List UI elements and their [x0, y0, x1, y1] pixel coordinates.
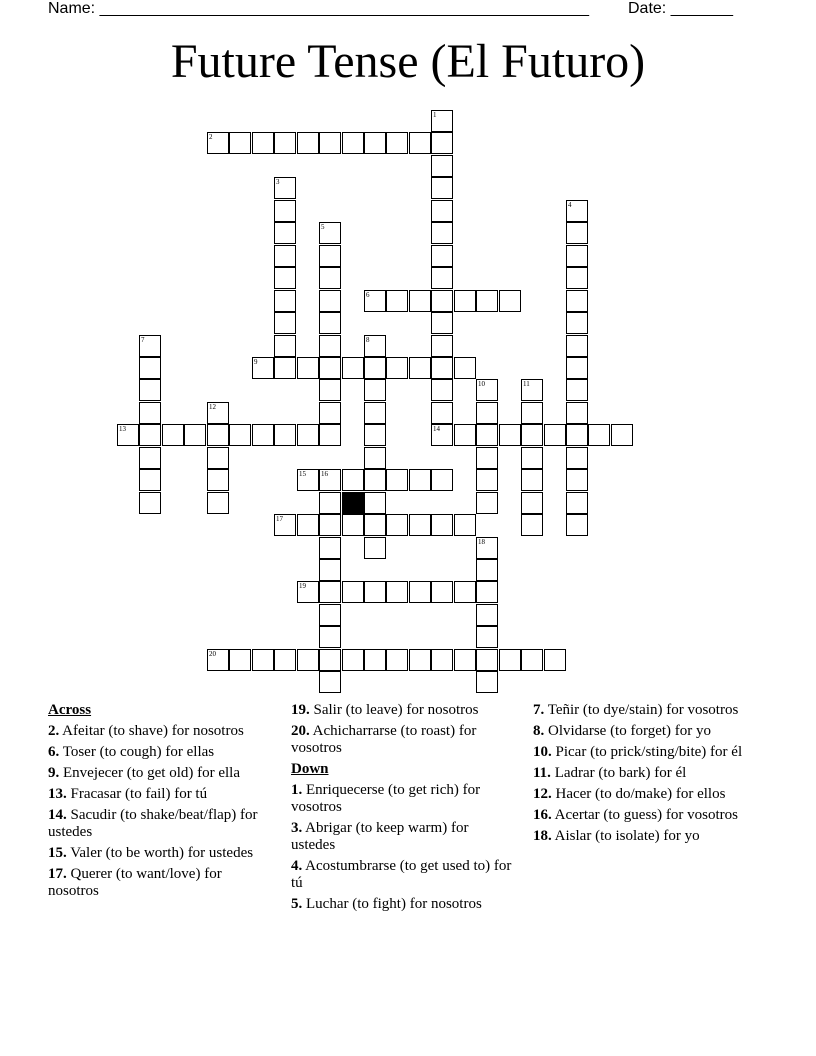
grid-cell[interactable] [207, 424, 229, 446]
grid-cell[interactable] [342, 649, 364, 671]
grid-cell[interactable] [364, 379, 386, 401]
clue-number: 14 [433, 425, 440, 433]
clues-column-2 [291, 702, 516, 917]
grid-cell[interactable] [162, 424, 184, 446]
clue-number: 18 [478, 538, 485, 546]
grid-cell[interactable] [566, 200, 588, 222]
grid-cell[interactable] [521, 379, 543, 401]
clue-number: 16. [533, 807, 552, 823]
grid-cell[interactable] [319, 357, 341, 379]
grid-cell[interactable] [499, 424, 521, 446]
black-cell [342, 492, 364, 514]
grid-cell[interactable] [229, 132, 251, 154]
grid-cell[interactable] [274, 200, 296, 222]
grid-cell[interactable] [297, 132, 319, 154]
grid-cell[interactable] [521, 469, 543, 491]
grid-cell[interactable] [297, 357, 319, 379]
grid-cell[interactable] [431, 649, 453, 671]
clue-text: Salir (to leave) for nosotros [309, 702, 479, 718]
grid-cell[interactable] [207, 492, 229, 514]
grid-cell[interactable] [274, 335, 296, 357]
grid-cell[interactable] [364, 492, 386, 514]
clue-item [48, 765, 273, 782]
down-heading: Down [291, 761, 329, 777]
grid-cell[interactable] [566, 447, 588, 469]
grid-cell[interactable] [431, 424, 453, 446]
clue-number: 7 [141, 336, 145, 344]
clue-item [533, 723, 758, 740]
clue-number: 8 [366, 336, 370, 344]
across-heading: Across [48, 702, 92, 718]
clues-column-3 [533, 702, 758, 849]
grid-cell[interactable] [476, 537, 498, 559]
grid-cell[interactable] [364, 581, 386, 603]
grid-cell[interactable] [252, 357, 274, 379]
grid-cell[interactable] [454, 290, 476, 312]
grid-cell[interactable] [364, 335, 386, 357]
clue-item [48, 845, 273, 862]
grid-cell[interactable] [566, 402, 588, 424]
grid-cell[interactable] [319, 649, 341, 671]
grid-cell[interactable] [476, 649, 498, 671]
grid-cell[interactable] [139, 335, 161, 357]
grid-cell[interactable] [454, 514, 476, 536]
grid-cell[interactable] [476, 671, 498, 693]
clue-item [291, 723, 516, 757]
grid-cell[interactable] [274, 514, 296, 536]
clue-number: 2. [48, 723, 60, 739]
grid-cell[interactable] [431, 335, 453, 357]
clue-item [533, 765, 758, 782]
clue-number: 6. [48, 744, 60, 760]
grid-cell[interactable] [297, 514, 319, 536]
grid-cell[interactable] [454, 357, 476, 379]
clue-text: Picar (to prick/sting/bite) for él [551, 744, 743, 760]
grid-cell[interactable] [566, 335, 588, 357]
clue-text: Sacudir (to shake/beat/flap) for ustedes [48, 807, 258, 840]
grid-cell[interactable] [139, 492, 161, 514]
clue-text: Abrigar (to keep warm) for ustedes [291, 820, 469, 853]
clue-text: Olvidarse (to forget) for yo [544, 723, 712, 739]
clue-text: Aislar (to isolate) for yo [551, 828, 700, 844]
grid-cell[interactable] [319, 290, 341, 312]
grid-cell[interactable] [319, 514, 341, 536]
grid-cell[interactable] [566, 424, 588, 446]
grid-cell[interactable] [521, 649, 543, 671]
grid-cell[interactable] [386, 581, 408, 603]
clue-text: Ladrar (to bark) for él [550, 765, 687, 781]
grid-cell[interactable] [431, 155, 453, 177]
grid-cell[interactable] [252, 424, 274, 446]
clue-item [48, 723, 273, 740]
grid-cell[interactable] [431, 312, 453, 334]
clue-item [48, 807, 273, 841]
grid-cell[interactable] [611, 424, 633, 446]
clue-item [291, 702, 516, 719]
clue-number: 4. [291, 858, 303, 874]
grid-cell[interactable] [139, 379, 161, 401]
grid-cell[interactable] [521, 492, 543, 514]
grid-cell[interactable] [386, 357, 408, 379]
grid-cell[interactable] [431, 110, 453, 132]
grid-cell[interactable] [431, 469, 453, 491]
grid-cell[interactable] [319, 469, 341, 491]
grid-cell[interactable] [319, 132, 341, 154]
across-clue-list-continued [291, 702, 516, 757]
grid-cell[interactable] [476, 424, 498, 446]
clue-number: 15. [48, 845, 67, 861]
grid-cell[interactable] [476, 559, 498, 581]
clue-item [291, 782, 516, 816]
clue-number: 3 [276, 178, 280, 186]
grid-cell[interactable] [476, 402, 498, 424]
grid-cell[interactable] [476, 492, 498, 514]
page-title: Future Tense (El Futuro) [170, 35, 646, 88]
grid-cell[interactable] [207, 402, 229, 424]
grid-cell[interactable] [476, 447, 498, 469]
grid-cell[interactable] [319, 335, 341, 357]
grid-cell[interactable] [431, 514, 453, 536]
clue-item [533, 807, 758, 824]
grid-cell[interactable] [274, 424, 296, 446]
grid-cell[interactable] [319, 222, 341, 244]
grid-cell[interactable] [521, 424, 543, 446]
clue-text: Afeitar (to shave) for nosotros [59, 723, 244, 739]
grid-cell[interactable] [297, 649, 319, 671]
grid-cell[interactable] [319, 379, 341, 401]
grid-cell[interactable] [588, 424, 610, 446]
clue-text: Enriquecerse (to get rich) for vosotros [291, 782, 481, 815]
clues-column-1 [48, 702, 273, 904]
grid-cell[interactable] [274, 132, 296, 154]
clue-number: 12 [209, 403, 216, 411]
grid-cell[interactable] [544, 649, 566, 671]
grid-cell[interactable] [207, 469, 229, 491]
grid-cell[interactable] [566, 312, 588, 334]
clue-number: 6 [366, 291, 370, 299]
clue-number: 18. [533, 828, 552, 844]
clue-number: 16 [321, 470, 328, 478]
clue-item [291, 896, 516, 913]
grid-cell[interactable] [229, 424, 251, 446]
grid-cell[interactable] [409, 581, 431, 603]
grid-cell[interactable] [364, 649, 386, 671]
grid-cell[interactable] [566, 469, 588, 491]
grid-cell[interactable] [364, 514, 386, 536]
grid-cell[interactable] [409, 469, 431, 491]
across-clue-list [48, 723, 273, 900]
clue-text: Fracasar (to fail) for tú [66, 786, 208, 802]
grid-cell[interactable] [454, 424, 476, 446]
clue-text: Luchar (to fight) for nosotros [302, 896, 482, 912]
grid-cell[interactable] [431, 200, 453, 222]
grid-cell[interactable] [454, 649, 476, 671]
grid-cell[interactable] [364, 537, 386, 559]
grid-cell[interactable] [252, 649, 274, 671]
clue-text: Valer (to be worth) for ustedes [66, 845, 254, 861]
clue-item [533, 702, 758, 719]
grid-cell[interactable] [544, 424, 566, 446]
grid-cell[interactable] [431, 581, 453, 603]
clue-text: Querer (to want/love) for nosotros [48, 866, 222, 899]
clue-number: 17. [48, 866, 67, 882]
clue-number: 9. [48, 765, 60, 781]
grid-cell[interactable] [274, 649, 296, 671]
clue-number: 10 [478, 380, 485, 388]
clue-number: 2 [209, 133, 213, 141]
grid-cell[interactable] [566, 245, 588, 267]
clue-text: Teñir (to dye/stain) for vosotros [544, 702, 739, 718]
clue-text: Acostumbrarse (to get used to) for tú [291, 858, 512, 891]
grid-cell[interactable] [319, 312, 341, 334]
clue-number: 3. [291, 820, 303, 836]
grid-cell[interactable] [431, 357, 453, 379]
grid-cell[interactable] [386, 132, 408, 154]
name-field[interactable]: Name: _______________________________________________________ [48, 0, 589, 17]
grid-cell[interactable] [139, 357, 161, 379]
clue-number: 14. [48, 807, 67, 823]
grid-cell[interactable] [476, 604, 498, 626]
grid-cell[interactable] [342, 357, 364, 379]
grid-cell[interactable] [297, 424, 319, 446]
clue-item [48, 786, 273, 803]
clue-number: 17 [276, 515, 283, 523]
clue-number: 1 [433, 111, 437, 119]
grid-cell[interactable] [364, 290, 386, 312]
clue-number: 13 [119, 425, 126, 433]
grid-cell[interactable] [319, 424, 341, 446]
clue-item [48, 866, 273, 900]
grid-cell[interactable] [319, 671, 341, 693]
grid-cell[interactable] [409, 357, 431, 379]
grid-cell[interactable] [207, 649, 229, 671]
grid-cell[interactable] [139, 469, 161, 491]
clue-number: 9 [254, 358, 258, 366]
grid-cell[interactable] [139, 402, 161, 424]
clue-text: Achicharrarse (to roast) for vosotros [291, 723, 477, 756]
clue-number: 5 [321, 223, 325, 231]
grid-cell[interactable] [431, 402, 453, 424]
grid-cell[interactable] [566, 492, 588, 514]
clue-item [533, 828, 758, 845]
grid-cell[interactable] [476, 581, 498, 603]
grid-cell[interactable] [342, 581, 364, 603]
grid-cell[interactable] [499, 290, 521, 312]
clue-number: 1. [291, 782, 303, 798]
grid-cell[interactable] [386, 290, 408, 312]
grid-cell[interactable] [566, 267, 588, 289]
grid-cell[interactable] [409, 514, 431, 536]
clue-text: Hacer (to do/make) for ellos [551, 786, 726, 802]
grid-cell[interactable] [364, 424, 386, 446]
grid-cell[interactable] [566, 514, 588, 536]
down-clue-list-continued [533, 702, 758, 845]
grid-cell[interactable] [386, 649, 408, 671]
grid-cell[interactable] [319, 267, 341, 289]
grid-cell[interactable] [431, 222, 453, 244]
grid-cell[interactable] [319, 604, 341, 626]
grid-cell[interactable] [364, 447, 386, 469]
grid-cell[interactable] [386, 469, 408, 491]
grid-cell[interactable] [431, 177, 453, 199]
clue-item [533, 786, 758, 803]
grid-cell[interactable] [274, 267, 296, 289]
grid-cell[interactable] [364, 357, 386, 379]
grid-cell[interactable] [566, 290, 588, 312]
grid-cell[interactable] [476, 626, 498, 648]
grid-cell[interactable] [431, 290, 453, 312]
grid-cell[interactable] [521, 402, 543, 424]
grid-cell[interactable] [431, 267, 453, 289]
grid-cell[interactable] [364, 469, 386, 491]
clue-text: Toser (to cough) for ellas [59, 744, 215, 760]
grid-cell[interactable] [184, 424, 206, 446]
clue-number: 10. [533, 744, 552, 760]
grid-cell[interactable] [566, 357, 588, 379]
clue-number: 5. [291, 896, 303, 912]
grid-cell[interactable] [431, 379, 453, 401]
grid-cell[interactable] [319, 492, 341, 514]
grid-cell[interactable] [274, 222, 296, 244]
date-field[interactable]: Date: _______ [628, 0, 733, 17]
grid-cell[interactable] [297, 581, 319, 603]
clue-number: 12. [533, 786, 552, 802]
clue-text: Envejecer (to get old) for ella [59, 765, 240, 781]
grid-cell[interactable] [139, 447, 161, 469]
clue-number: 19. [291, 702, 310, 718]
clue-number: 20 [209, 650, 216, 658]
grid-cell[interactable] [274, 357, 296, 379]
grid-cell[interactable] [207, 447, 229, 469]
clue-number: 20. [291, 723, 310, 739]
grid-cell[interactable] [252, 132, 274, 154]
grid-cell[interactable] [454, 581, 476, 603]
grid-cell[interactable] [566, 222, 588, 244]
grid-cell[interactable] [566, 379, 588, 401]
clue-number: 4 [568, 201, 572, 209]
grid-cell[interactable] [409, 290, 431, 312]
grid-cell[interactable] [342, 132, 364, 154]
grid-cell[interactable] [319, 626, 341, 648]
grid-cell[interactable] [117, 424, 139, 446]
grid-cell[interactable] [319, 581, 341, 603]
grid-cell[interactable] [297, 469, 319, 491]
clue-text: Acertar (to guess) for vosotros [551, 807, 738, 823]
clue-item [48, 744, 273, 761]
grid-cell[interactable] [476, 469, 498, 491]
grid-cell[interactable] [521, 447, 543, 469]
grid-cell[interactable] [342, 514, 364, 536]
grid-cell[interactable] [274, 177, 296, 199]
grid-cell[interactable] [386, 514, 408, 536]
clue-number: 13. [48, 786, 67, 802]
clue-number: 7. [533, 702, 545, 718]
grid-cell[interactable] [499, 649, 521, 671]
grid-cell[interactable] [207, 132, 229, 154]
grid-cell[interactable] [521, 514, 543, 536]
clue-number: 15 [299, 470, 306, 478]
down-clue-list [291, 782, 516, 913]
grid-cell[interactable] [431, 132, 453, 154]
grid-cell[interactable] [319, 559, 341, 581]
clue-item [533, 744, 758, 761]
grid-cell[interactable] [364, 132, 386, 154]
grid-cell[interactable] [409, 132, 431, 154]
clue-number: 11 [523, 380, 530, 388]
grid-cell[interactable] [319, 245, 341, 267]
clue-number: 11. [533, 765, 551, 781]
grid-cell[interactable] [342, 469, 364, 491]
grid-cell[interactable] [476, 379, 498, 401]
grid-cell[interactable] [319, 537, 341, 559]
grid-cell[interactable] [274, 245, 296, 267]
grid-cell[interactable] [364, 402, 386, 424]
clue-number: 19 [299, 582, 306, 590]
grid-cell[interactable] [274, 312, 296, 334]
grid-cell[interactable] [476, 290, 498, 312]
clue-item [291, 820, 516, 854]
clue-item [291, 858, 516, 892]
clue-number: 8. [533, 723, 545, 739]
grid-cell[interactable] [409, 649, 431, 671]
grid-cell[interactable] [274, 290, 296, 312]
grid-cell[interactable] [139, 424, 161, 446]
grid-cell[interactable] [229, 649, 251, 671]
grid-cell[interactable] [319, 402, 341, 424]
grid-cell[interactable] [431, 245, 453, 267]
